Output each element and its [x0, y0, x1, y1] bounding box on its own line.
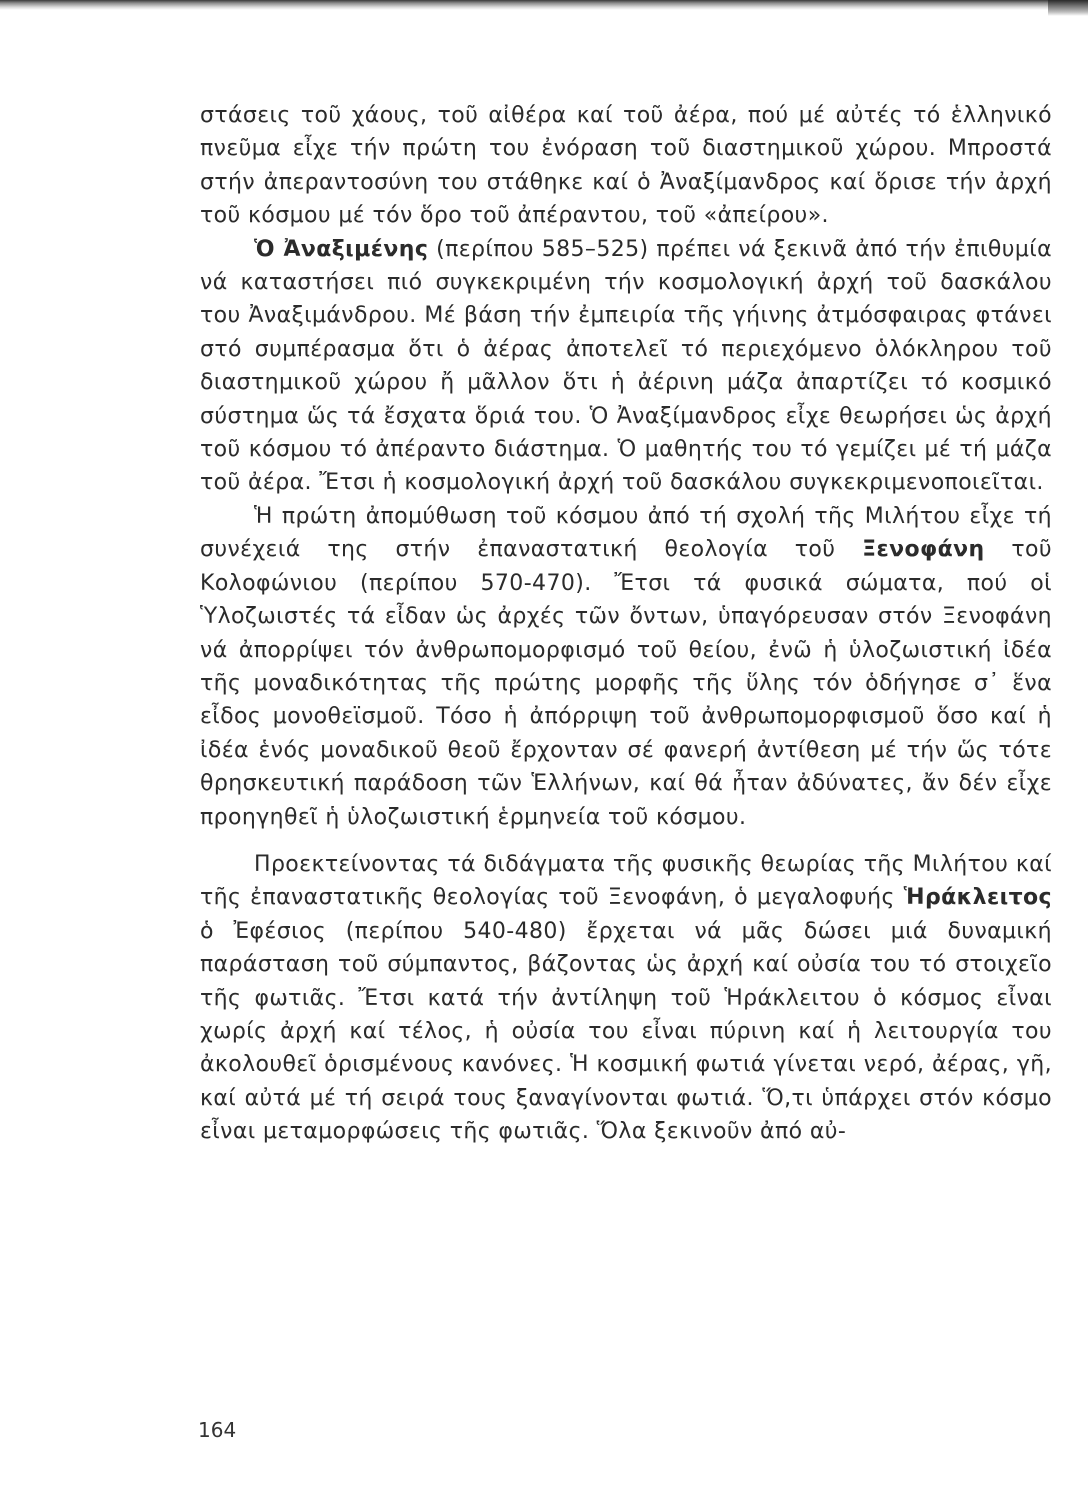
body-text	[200, 99, 1052, 1149]
scan-top-edge	[0, 0, 1088, 10]
name-anaximenes: Ὁ Ἀναξιμένης	[254, 236, 429, 262]
text-run: τοῦ Κολοφώνιου (περίπου 570-470). Ἔτσι τά φυσικά σώματα, πού οἱ Ὑλοζωιστές τά εἶδαν ὡς ἀρχές τῶν ὄντων, ὑπαγόρευσαν στόν Ξενοφάνη νά ἀπορρίψει τόν ἀνθρωπομορφισμό τοῦ θείου, ἐνῶ ἡ ὑλοζωιστική ἰδέα τῆς μοναδικότητας τῆς πρώτης μορφῆς τῆς ὕλης τόν ὁδήγησε σ᾽ ἕνα εἶδος μονοθεϊσμοῦ. Τόσο ἡ ἀπόρριψη τοῦ ἀνθρωπομορφισμοῦ ὅσο καί ἡ ἰδέα ἑνός μοναδικοῦ θεοῦ ἔρχονταν σέ φανερή ἀντίθεση μέ τήν ὥς τότε θρησκευτική παράδοση τῶν Ἑλλήνων, καί θά ἦταν ἀδύνατες, ἄν δέν εἶχε προηγηθεῖ ἡ ὑλοζωιστική ἑρμηνεία τοῦ κόσμου.	[200, 537, 1053, 830]
text-run: ὁ Ἐφέσιος (περίπου 540-480) ἔρχεται νά μᾶς δώσει μιά δυναμική παράσταση τοῦ σύμπαντος, βάζοντας ὡς ἀρχή καί οὐσία του τό στοιχεῖο τῆς φωτιᾶς. Ἔτσι κατά τήν ἀντίληψη τοῦ Ἡράκλειτου ὁ κόσμος εἶναι χωρίς ἀρχή καί τέλος, ἡ οὐσία του εἶναι πύρινη καί ἡ λειτουργία του ἀκολουθεῖ ὁρισμένους κανόνες. Ἡ κοσμική φωτιά γίνεται νερό, ἀέρας, γῆ, καί αὐτά μέ τή σειρά τους ξαναγίνονται φωτιά. Ὅ,τι ὑπάρχει στόν κόσμο εἶναι μεταμορφώσεις τῆς φωτιᾶς. Ὅλα ξεκινοῦν ἀπό αὐ-	[200, 918, 1052, 1145]
paragraph	[200, 500, 1052, 834]
scan-top-right-edge	[1048, 0, 1088, 16]
name-xenophanes: Ξενοφάνη	[862, 537, 985, 563]
paragraph	[200, 99, 1052, 233]
text-run: Ἡ πρώτη ἀπομύθωση τοῦ κόσμου ἀπό τή σχολή τῆς Μιλήτου εἶχε τή συνέχειά της στήν ἐπαναστατική θεολογία τοῦ	[200, 503, 1052, 563]
text-run: (περίπου 585–525) πρέπει νά ξεκινᾶ ἀπό τήν ἐπιθυμία νά καταστήσει πιό συγκεκριμένη τήν κοσμολογική ἀρχή τοῦ δασκάλου του Ἀναξιμάνδρου. Μέ βάση τήν ἐμπειρία τῆς γήινης ἀτμόσφαιρας φτάνει στό συμπέρασμα ὅτι ὁ ἀέρας ἀποτελεῖ τό περιεχόμενο ὁλόκληρου τοῦ διαστημικοῦ χώρου ἤ μᾶλλον ὅτι ἡ ἀέρινη μάζα ἀπαρτίζει τό κοσμικό σύστημα ὥς τά ἔσχατα ὅριά του. Ὁ Ἀναξίμανδρος εἶχε θεωρήσει ὡς ἀρχή τοῦ κόσμου τό ἀπέραντο διάστημα. Ὁ μαθητής του τό γεμίζει μέ τή μάζα τοῦ ἀέρα. Ἔτσι ἡ κοσμολογική ἀρχή τοῦ δασκάλου συγκεκριμενοποιεῖται.	[200, 236, 1052, 496]
paragraph	[200, 848, 1052, 1149]
page-number: 164	[198, 1418, 237, 1442]
text-run: στάσεις τοῦ χάους, τοῦ αἰθέρα καί τοῦ ἀέρα, πού μέ αὐτές τό ἑλληνικό πνεῦμα εἶχε τήν πρώτη του ἐνόραση τοῦ διαστημικοῦ χώρου. Μπροστά στήν ἀπεραντοσύνη του στάθηκε καί ὁ Ἀναξίμανδρος καί ὅρισε τήν ἀρχή τοῦ κόσμου μέ τόν ὅρο τοῦ ἀπέραντου, τοῦ «ἀπείρου».	[200, 103, 1052, 229]
name-heraclitus: Ἡράκλειτος	[903, 885, 1052, 911]
paragraph	[200, 233, 1052, 500]
text-run: Προεκτείνοντας τά διδάγματα τῆς φυσικῆς θεωρίας τῆς Μιλήτου καί τῆς ἐπαναστατικῆς θεολογίας τοῦ Ξενοφάνη, ὁ μεγαλοφυής	[200, 851, 1052, 911]
